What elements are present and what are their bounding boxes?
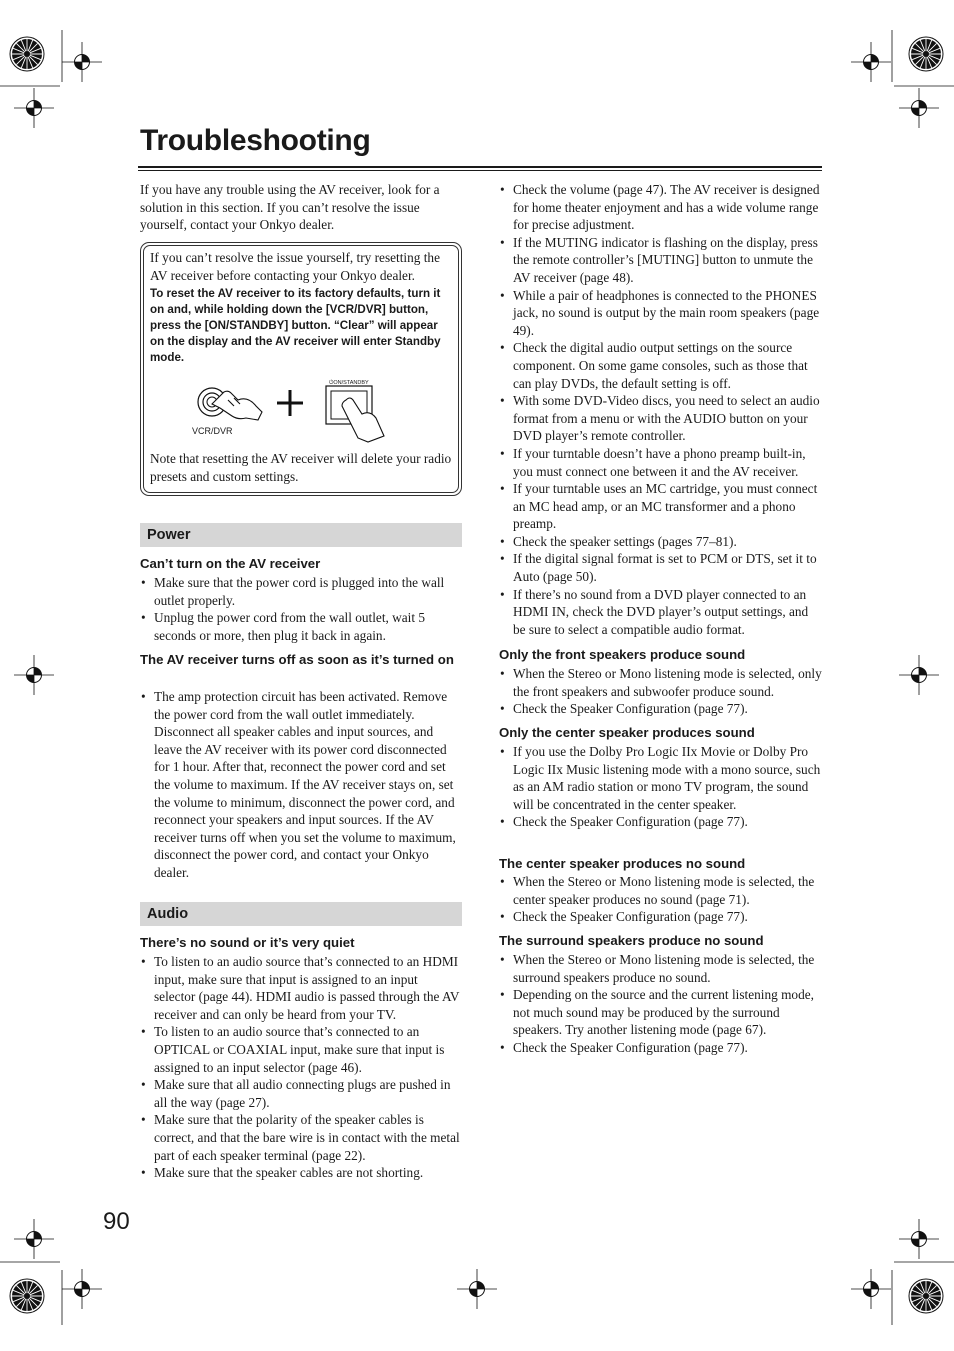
list-item: • Make sure that all audio connecting plugs are pushed in all the way (page 27). [140, 1076, 462, 1111]
list-item: • If your turntable uses an MC cartridge, you must connect an MC head amp, or an MC transformer and a phono preamp. [499, 480, 823, 533]
vcr-dvr-label: VCR/DVR [192, 426, 233, 436]
starburst-bottom-left-icon [10, 1279, 44, 1313]
crosshair-target-icon [14, 1219, 54, 1259]
answer-list-continued [499, 181, 823, 638]
question-heading: The AV receiver turns off as soon as it’s turned on [140, 652, 454, 667]
answer-list [499, 665, 823, 718]
list-item: • Make sure that the polarity of the speaker cables is correct, and that the bare wire is in contact with the metal part of each speaker terminal (page 22). [140, 1111, 462, 1164]
list-item: • If the MUTING indicator is flashing on the display, press the remote controller’s [MUTING] button to unmute the AV receiver (page 48). [499, 234, 823, 287]
plus-icon [277, 390, 303, 416]
list-item: • Unplug the power cord from the wall outlet, wait 5 seconds or more, then plug it back in again. [140, 609, 462, 644]
page-number: 90 [103, 1208, 130, 1235]
answer-list [499, 873, 823, 926]
list-item: • Check the Speaker Configuration (page 77). [499, 908, 823, 926]
crosshair-target-icon [14, 88, 54, 128]
reset-box-note: Note that resetting the AV receiver will delete your radio presets and custom settings. [150, 451, 452, 484]
list-item: • Check the digital audio output settings on the source component. On some game consoles, such as those that can play DVDs, the default setting is off. [499, 339, 823, 392]
list-item: • Check the speaker settings (pages 77–81). [499, 533, 823, 551]
crosshair-target-icon [899, 655, 939, 695]
list-item: • If there’s no sound from a DVD player connected to an HDMI IN, check the DVD player’s output settings, and be sure to select a compatible audio format. [499, 586, 823, 639]
question-heading: There’s no sound or it’s very quiet [140, 935, 355, 950]
title-rule [138, 166, 822, 168]
answer-list [140, 688, 462, 882]
list-item: • If the digital signal format is set to PCM or DTS, set it to Auto (page 50). [499, 550, 823, 585]
list-item: • When the Stereo or Mono listening mode is selected, the surround speakers produce no sound. [499, 951, 823, 986]
section-header-power: Power [140, 523, 462, 547]
crosshair-target-icon [62, 1269, 102, 1309]
starburst-top-left-icon [10, 37, 44, 71]
question-heading: Can’t turn on the AV receiver [140, 556, 321, 571]
crosshair-target-icon [851, 42, 891, 82]
reset-instructions: To reset the AV receiver to its factory defaults, turn it on and, while holding down the [VCR/DVR] button, press the [ON/STANDBY] button. “Clear” will appear on the display and the AV receiver will enter Standby mode. [150, 287, 441, 364]
crosshair-target-icon [62, 42, 102, 82]
answer-list [140, 574, 462, 644]
list-item: • Check the Speaker Configuration (page 77). [499, 813, 823, 831]
question-heading: Only the center speaker produces sound [499, 725, 755, 740]
starburst-top-right-icon [909, 37, 943, 71]
title-rule [138, 170, 822, 171]
answer-list [499, 951, 823, 1057]
starburst-bottom-right-icon [909, 1279, 943, 1313]
on-standby-label: ⏻ON/STANDBY [329, 380, 369, 386]
crosshair-target-icon [899, 88, 939, 128]
list-item: • With some DVD-Video discs, you need to select an audio format from a menu or with the AUDIO button on your DVD player’s remote controller. [499, 392, 823, 445]
question-heading: The surround speakers produce no sound [499, 933, 764, 948]
list-item: • Check the volume (page 47). The AV receiver is designed for home theater enjoyment and has a wide volume range for precise adjustment. [499, 181, 823, 234]
list-item: • The amp protection circuit has been activated. Remove the power cord from the wall outlet immediately. Disconnect all speaker cables and input sources, and leave the AV receiver with its power cord disconnected for 1 hour. After that, reconnect the power cord and set the volume to maximum. If the AV receiver stays on, set the volume to minimum, disconnect the power cord, and reconnect your speakers and input sources. If the AV receiver turns off when you set the volume to maximum, disconnect the power cord, and contact your Onkyo dealer. [140, 688, 462, 882]
list-item: • While a pair of headphones is connected to the PHONES jack, no sound is output by the main room speakers (page 49). [499, 287, 823, 340]
page-title: Troubleshooting [140, 124, 371, 157]
list-item: • If you use the Dolby Pro Logic IIx Movie or Dolby Pro Logic IIx Music listening mode with a mono source, such as an AM radio station or mono TV program, the sound will be concentrated in the center speaker. [499, 743, 823, 813]
question-heading: Only the front speakers produce sound [499, 647, 746, 662]
list-item: • When the Stereo or Mono listening mode is selected, the center speaker produces no sound (page 71). [499, 873, 823, 908]
list-item: • To listen to an audio source that’s connected to an OPTICAL or COAXIAL input, make sure that input is assigned to an input selector (page 46). [140, 1023, 462, 1076]
crosshair-target-icon [14, 655, 54, 695]
list-item: • If your turntable doesn’t have a phono preamp built-in, you must connect one between it and the AV receiver. [499, 445, 823, 480]
on-standby-label-text: ON/STANDBY [333, 380, 369, 386]
section-header-audio: Audio [140, 902, 462, 926]
list-item: • Check the Speaker Configuration (page 77). [499, 700, 823, 718]
list-item: • To listen to an audio source that’s connected to an HDMI input, make sure that input is assigned to an input selector (page 44). HDMI audio is passed through the AV receiver and can only be heard from your TV. [140, 953, 462, 1023]
list-item: • Make sure that the power cord is plugged into the wall outlet properly. [140, 574, 462, 609]
list-item: • Depending on the source and the current listening mode, not much sound may be produced by the surround speakers. Try another listening mode (page 67). [499, 986, 823, 1039]
list-item: • Check the Speaker Configuration (page 77). [499, 1039, 823, 1057]
intro-paragraph: If you have any trouble using the AV receiver, look for a solution in this section. If you can’t resolve the issue yourself, contact your Onkyo dealer. [140, 182, 440, 233]
crosshair-target-icon [851, 1269, 891, 1309]
question-heading: The center speaker produces no sound [499, 856, 746, 871]
answer-list [499, 743, 823, 831]
crosshair-target-icon [457, 1269, 497, 1309]
list-item: • When the Stereo or Mono listening mode is selected, only the front speakers and subwoofer produce sound. [499, 665, 823, 700]
crosshair-target-icon [899, 1219, 939, 1259]
reset-box-lead: If you can’t resolve the issue yourself, try resetting the AV receiver before contacting your Onkyo dealer. [150, 250, 440, 283]
answer-list [140, 953, 462, 1182]
list-item: • Make sure that the speaker cables are not shorting. [140, 1164, 462, 1182]
